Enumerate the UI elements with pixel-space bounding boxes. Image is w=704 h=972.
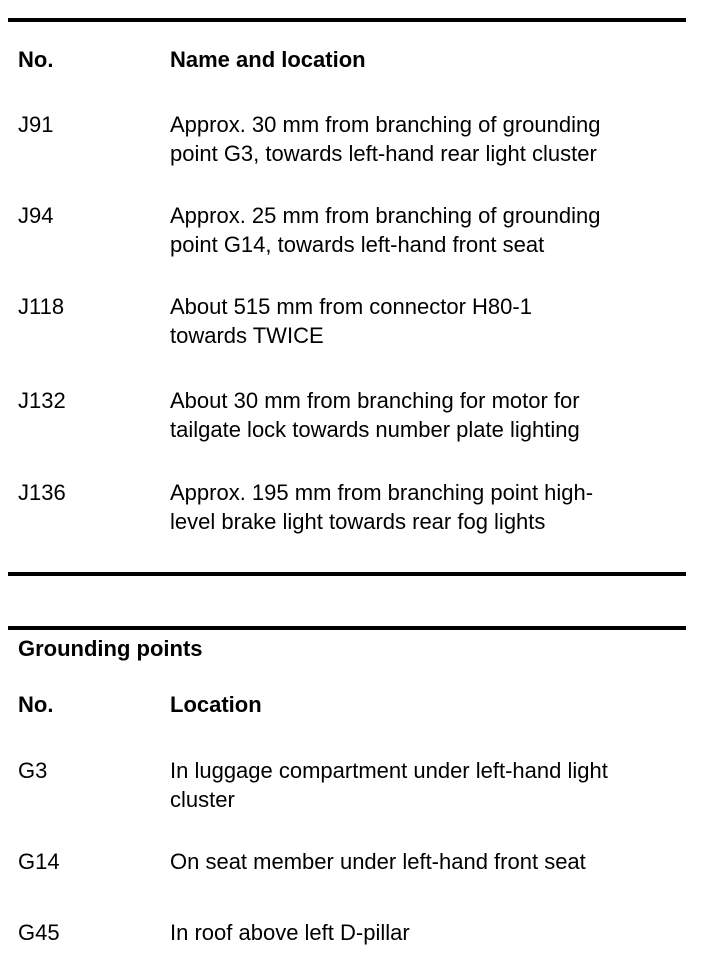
junction-location-line: point G3, towards left-hand rear light cluster <box>170 141 597 166</box>
junction-location-line: Approx. 25 mm from branching of grounding <box>170 203 601 228</box>
grounding-location-line: On seat member under left-hand front seat <box>170 849 586 874</box>
section-end-rule <box>8 572 686 576</box>
junction-location-line: tailgate lock towards number plate lighting <box>170 417 580 442</box>
section-start-rule <box>8 626 686 630</box>
grounding-no: G3 <box>18 758 48 783</box>
top-rule <box>8 18 686 22</box>
junction-location-line: Approx. 30 mm from branching of grounding <box>170 112 601 137</box>
junction-no: J91 <box>18 112 54 137</box>
junctions-header-name: Name and location <box>170 47 366 72</box>
junction-no: J132 <box>18 388 66 413</box>
grounding-no: G14 <box>18 849 60 874</box>
junction-location-line: Approx. 195 mm from branching point high- <box>170 480 594 505</box>
grounding-location-line: In luggage compartment under left-hand light <box>170 758 608 783</box>
junction-no: J136 <box>18 480 66 505</box>
grounding-location-line: In roof above left D-pillar <box>170 920 410 945</box>
junction-location-line: level brake light towards rear fog lights <box>170 509 546 534</box>
junction-no: J94 <box>18 203 54 228</box>
grounding-no: G45 <box>18 920 60 945</box>
junction-location-line: About 30 mm from branching for motor for <box>170 388 580 413</box>
grounding-header-location: Location <box>170 692 262 717</box>
junctions-header-no: No. <box>18 47 54 72</box>
junction-no: J118 <box>18 294 65 319</box>
grounding-header-no: No. <box>18 692 54 717</box>
junction-location-line: towards TWICE <box>170 323 324 348</box>
junction-location-line: About 515 mm from connector H80-1 <box>170 294 532 319</box>
junction-location-line: point G14, towards left-hand front seat <box>170 232 545 257</box>
grounding-title: Grounding points <box>18 636 203 661</box>
grounding-location-line: cluster <box>170 787 235 812</box>
